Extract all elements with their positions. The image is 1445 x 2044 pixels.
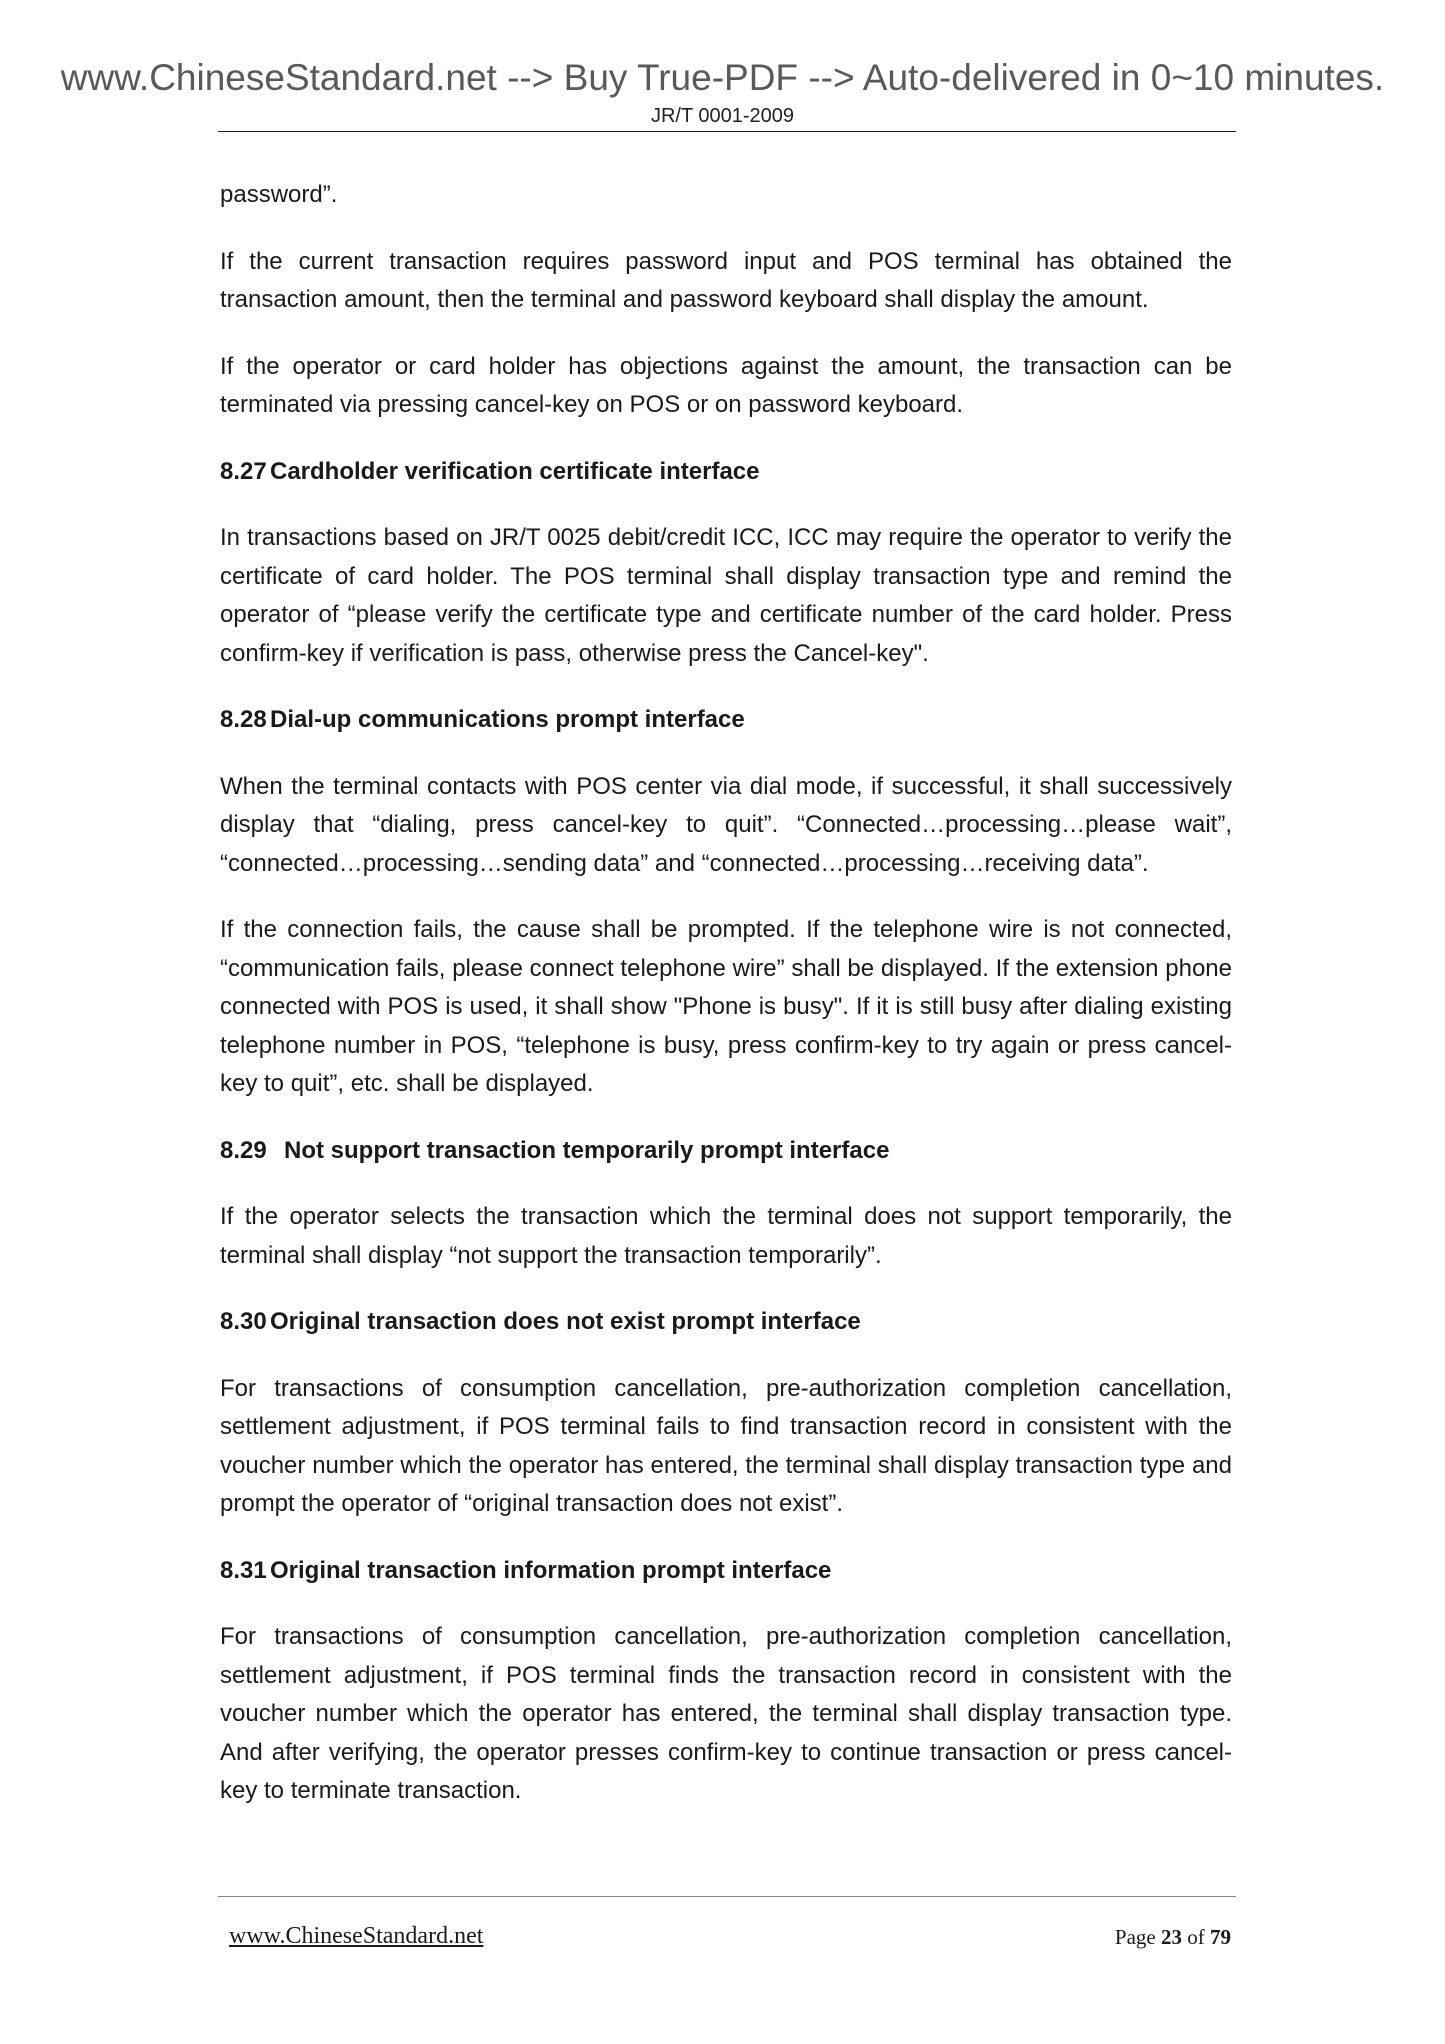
section-number: 8.27 xyxy=(220,457,267,485)
section-heading-8-29 xyxy=(220,1132,1232,1171)
document-code: JR/T 0001-2009 xyxy=(650,105,795,127)
page-of-label: of xyxy=(1187,1925,1205,1949)
paragraph-amount-display: If the current transaction requires password input and POS terminal has obtained the transaction amount, then the terminal and password keyboard shall display the amount. xyxy=(220,247,1232,313)
section-title: Original transaction information prompt interface xyxy=(270,1556,832,1584)
document-body xyxy=(220,176,1232,1839)
section-number: 8.30 xyxy=(220,1308,267,1335)
header-divider xyxy=(218,131,1236,132)
footer-site-link[interactable]: www.ChineseStandard.net xyxy=(229,1923,484,1949)
section-8-31-paragraph: For transactions of consumption cancellation, pre-authorization completion cancellation, settlement adjustment, if POS terminal finds the transaction record in consistent with the voucher number which the operator has entered, the terminal shall display transaction type. And after verifying, the operator presses confirm-key to continue transaction or press cancel-key to terminate transaction. xyxy=(220,1623,1232,1804)
section-number: 8.29 xyxy=(220,1136,267,1164)
section-title: Original transaction does not exist prompt interface xyxy=(270,1308,861,1335)
section-8-29-paragraph: If the operator selects the transaction which the terminal does not support temporarily, the terminal shall display “not support the transaction temporarily”. xyxy=(220,1203,1232,1269)
page-number xyxy=(1115,1923,1231,1951)
continued-paragraph: password”. xyxy=(220,181,338,208)
section-8-27-paragraph: In transactions based on JR/T 0025 debit/credit ICC, ICC may require the operator to verify the certificate of card holder. The POS terminal shall display transaction type and remind the operator of “please verify the certificate type and certificate number of the card holder. Press confirm-key if verification is pass, otherwise press the Cancel-key". xyxy=(220,524,1232,667)
section-8-30-paragraph: For transactions of consumption cancellation, pre-authorization completion cancellation, settlement adjustment, if POS terminal fails to find transaction record in consistent with the voucher number which the operator has entered, the terminal shall display transaction type and prompt the operator of “original transaction does not exist”. xyxy=(220,1374,1232,1517)
paragraph-amount-objection: If the operator or card holder has objections against the amount, the transaction can be terminated via pressing cancel-key on POS or on password keyboard. xyxy=(220,352,1232,418)
site-banner[interactable]: www.ChineseStandard.net --> Buy True-PDF --> Auto-delivered in 0~10 minutes. xyxy=(60,57,1385,98)
footer-divider xyxy=(218,1896,1236,1897)
section-number: 8.28 xyxy=(220,706,267,733)
section-number: 8.31 xyxy=(220,1556,267,1584)
section-8-28-paragraph-2: If the connection fails, the cause shall be prompted. If the telephone wire is not connected, “communication fails, please connect telephone wire” shall be displayed. If the extension phone connected with POS is used, it shall show "Phone is busy". If it is still busy after dialing existing telephone number in POS, “telephone is busy, press confirm-key to try again or press cancel-key to quit”, etc. shall be displayed. xyxy=(220,916,1232,1097)
page-label: Page xyxy=(1114,1925,1156,1949)
section-heading-8-30 xyxy=(220,1303,1232,1342)
page-current: 23 xyxy=(1161,1925,1182,1949)
section-8-28-paragraph-1: When the terminal contacts with POS center via dial mode, if successful, it shall successively display that “dialing, press cancel-key to quit”. “Connected…processing…please wait”, “connected…processing…sending data” and “connected…processing…receiving data”. xyxy=(220,772,1232,877)
section-heading-8-31 xyxy=(220,1552,1232,1591)
section-title: Dial-up communications prompt interface xyxy=(270,706,745,733)
section-title: Not support transaction temporarily prompt interface xyxy=(284,1136,890,1164)
section-title: Cardholder verification certificate interface xyxy=(270,457,760,485)
page-total: 79 xyxy=(1210,1925,1231,1949)
section-heading-8-28 xyxy=(220,701,1232,740)
section-heading-8-27 xyxy=(220,453,1232,492)
